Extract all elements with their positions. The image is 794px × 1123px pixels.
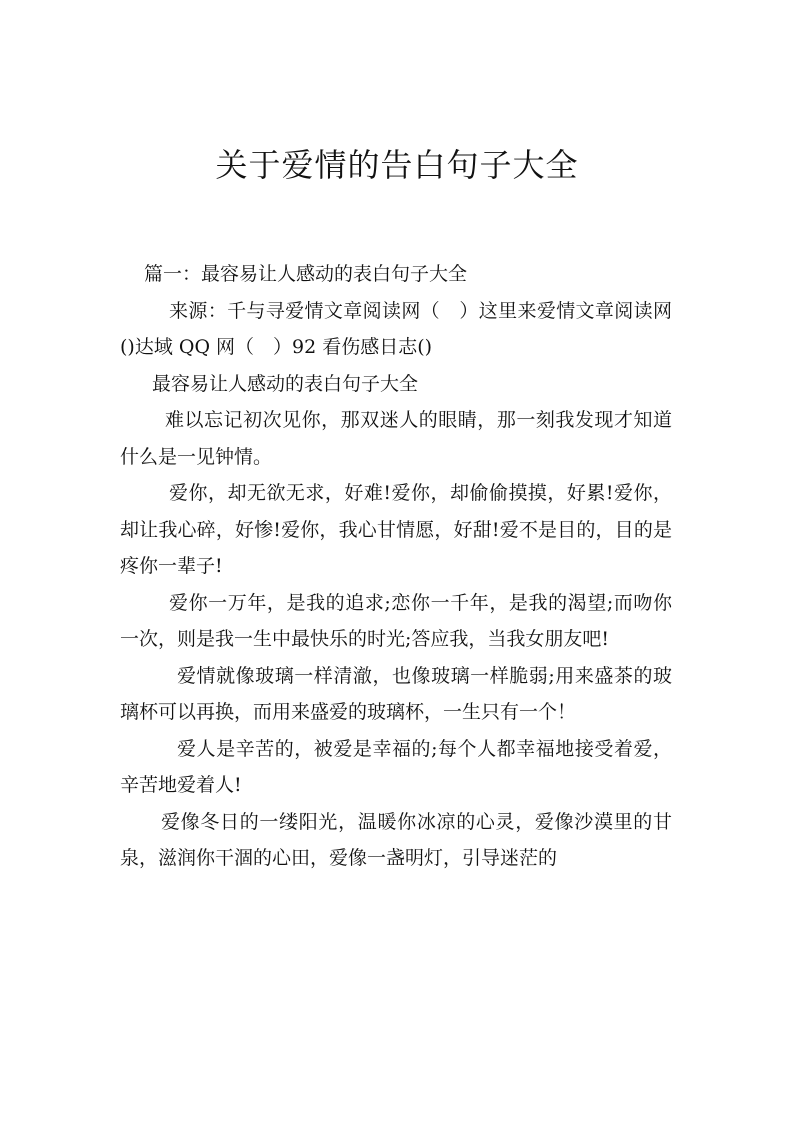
section-heading: 篇一：最容易让人感动的表白句子大全 bbox=[144, 263, 468, 285]
paragraph: 爱人是辛苦的，被爱是幸福的;每个人都幸福地接受着爱，辛苦地爱着人! bbox=[120, 737, 672, 796]
paragraph: 难以忘记初次见你，那双迷人的眼睛，那一刻我发现才知道什么是一见钟情。 bbox=[120, 409, 672, 468]
document-title: 关于爱情的告白句子大全 bbox=[215, 146, 579, 184]
source-line: 来源：千与寻爱情文章阅读网（ ）这里来爱情文章阅读网()达域 QQ 网（ ）92 看伤感日志() bbox=[120, 299, 672, 358]
paragraph: 爱你，却无欲无求，好难!爱你，却偷偷摸摸，好累!爱你，却让我心碎，好惨!爱你，我心甘情愿，好甜!爱不是目的，目的是疼你一辈子! bbox=[120, 482, 672, 577]
paragraph: 爱情就像玻璃一样清澈，也像玻璃一样脆弱;用来盛茶的玻璃杯可以再换，而用来盛爱的玻璃杯，一生只有一个！ bbox=[120, 664, 672, 723]
document-body bbox=[120, 256, 672, 877]
subtitle: 最容易让人感动的表白句子大全 bbox=[152, 372, 419, 395]
paragraph: 爱你一万年，是我的追求;恋你一千年，是我的渴望;而吻你一次，则是我一生中最快乐的时光;答应我，当我女朋友吧! bbox=[120, 591, 672, 650]
paragraph: 爱像冬日的一缕阳光，温暖你冰凉的心灵，爱像沙漠里的甘泉，滋润你干涸的心田，爱像一盏明灯，引导迷茫的 bbox=[120, 810, 672, 869]
